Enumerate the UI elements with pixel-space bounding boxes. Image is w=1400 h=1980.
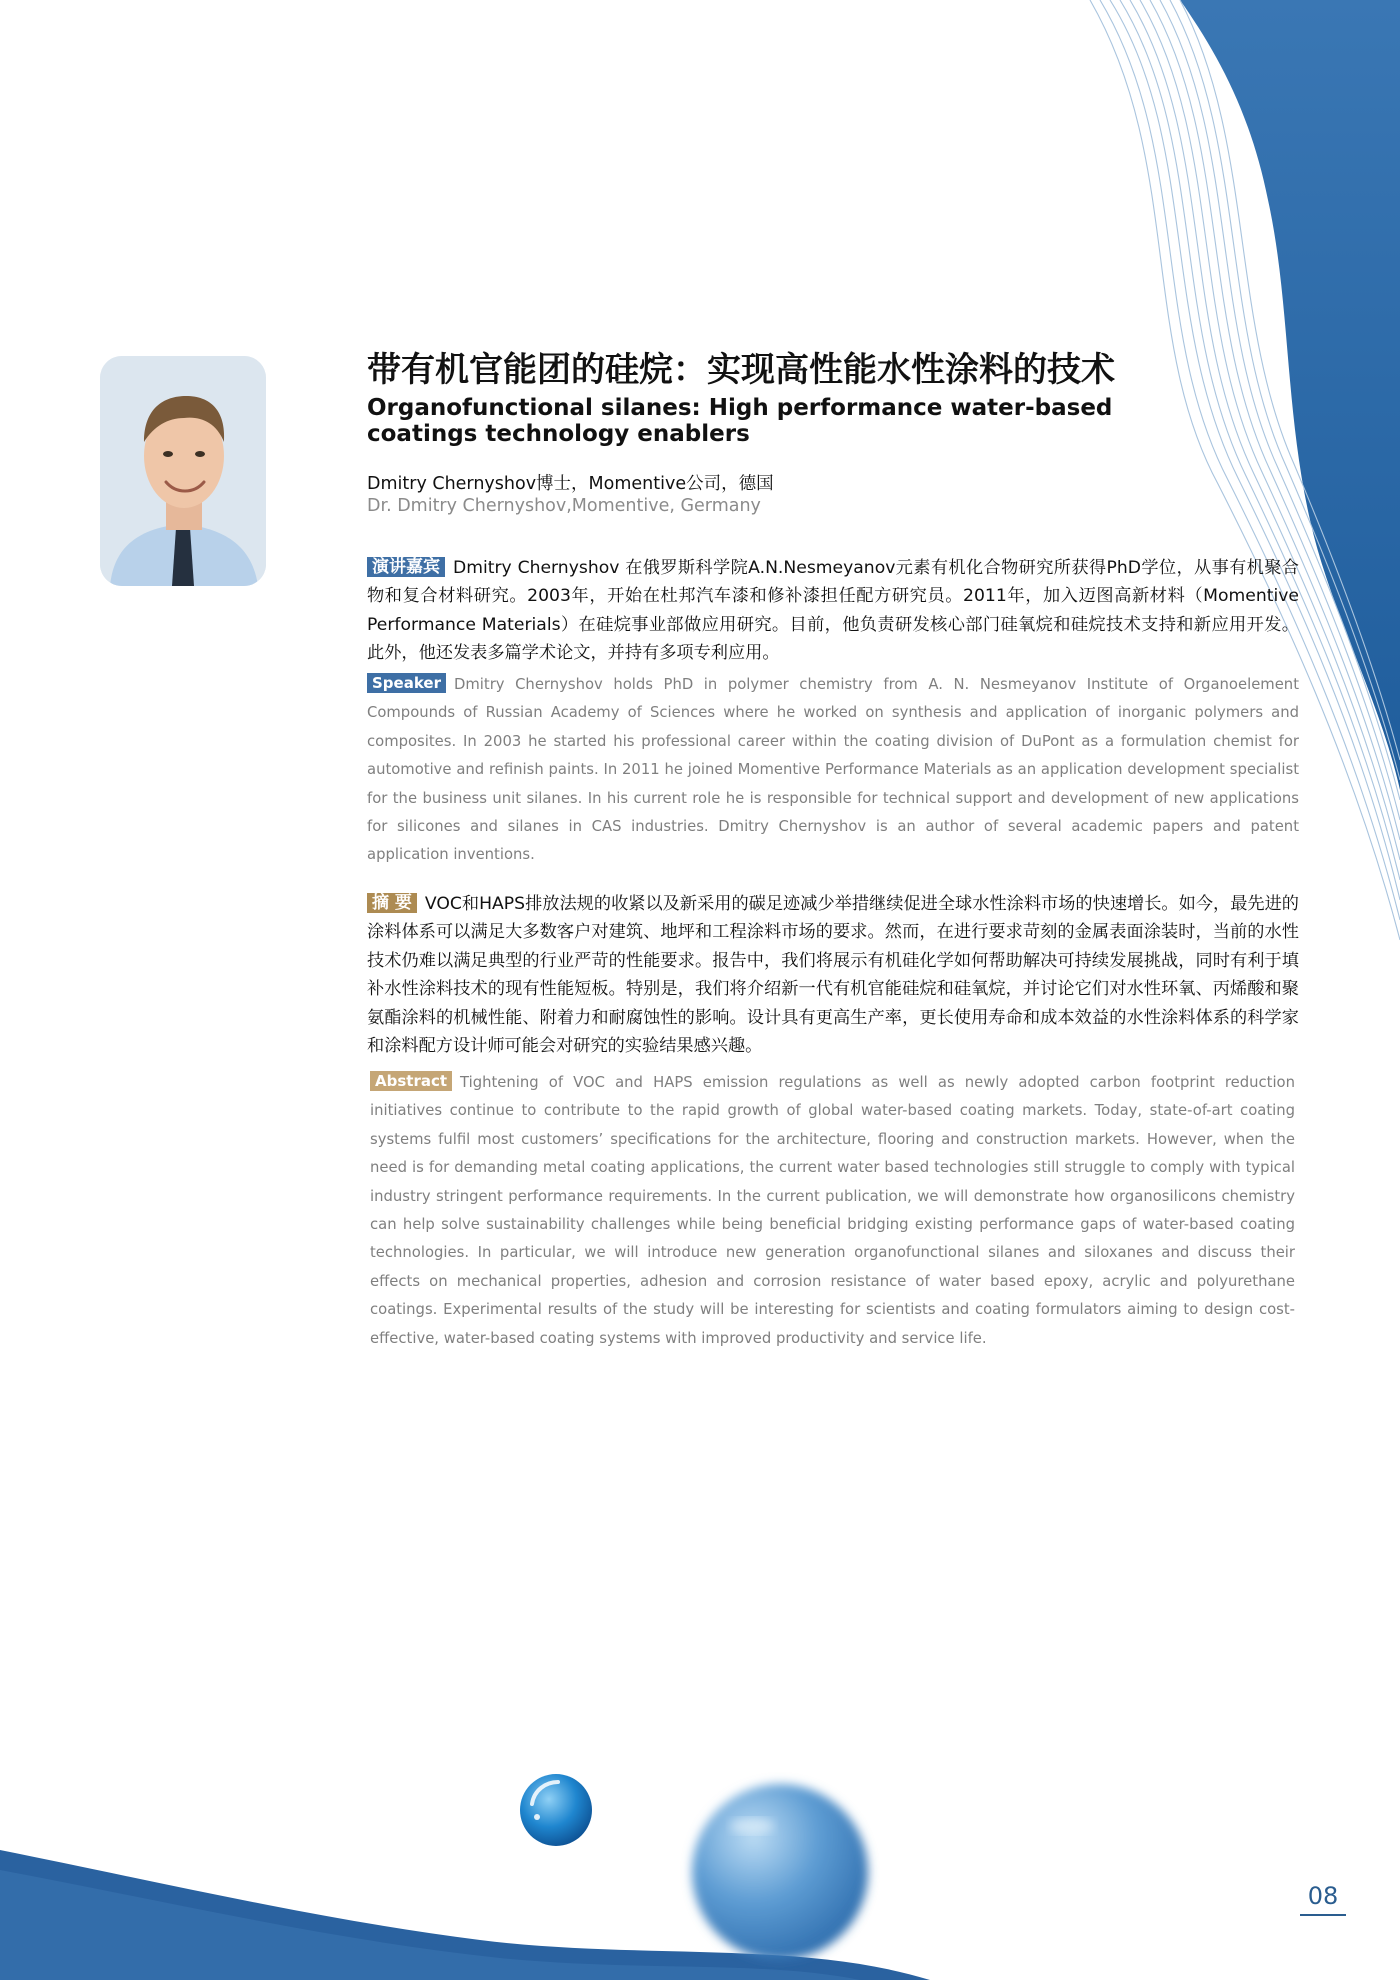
speaker-bio-english bbox=[367, 671, 1299, 870]
speaker-tag-chinese: 演讲嘉宾 bbox=[367, 557, 445, 577]
speaker-photo bbox=[100, 356, 266, 586]
abstract-tag-chinese: 摘 要 bbox=[367, 893, 417, 913]
speaker-name-english: Dr. Dmitry Chernyshov,Momentive, Germany bbox=[367, 496, 761, 516]
speaker-tag-english: Speaker bbox=[367, 673, 446, 693]
speaker-bio-chinese bbox=[367, 554, 1299, 668]
portrait-illustration bbox=[100, 356, 266, 586]
abstract-chinese-text: VOC和HAPS排放法规的收紧以及新采用的碳足迹减少举措继续促进全球水性涂料市场的快速增长。如今，最先进的涂料体系可以满足大多数客户对建筑、地坪和工程涂料市场的要求。然而，在进行要求苛刻的金属表面涂装时，当前的水性技术仍难以满足典型的行业严苛的性能要求。报告中，我们将展示有机硅化学如何帮助解决可持续发展挑战，同时有利于填补水性涂料技术的现有性能短板。特别是，我们将介绍新一代有机官能硅烷和硅氧烷，并讨论它们对水性环氧、丙烯酸和聚氨酯涂料的机械性能、附着力和耐腐蚀性的影响。设计具有更高生产率，更长使用寿命和成本效益的水性涂料体系的科学家和涂料配方设计师可能会对研究的实验结果感兴趣。 bbox=[367, 894, 1299, 1057]
abstract-english bbox=[370, 1069, 1295, 1353]
abstract-tag-english: Abstract bbox=[370, 1071, 452, 1091]
speaker-name-chinese: Dmitry Chernyshov博士，Momentive公司，德国 bbox=[367, 474, 774, 494]
small-bubble bbox=[520, 1774, 592, 1846]
title-chinese: 带有机官能团的硅烷：实现高性能水性涂料的技术 bbox=[367, 350, 1115, 390]
page-number: 08 bbox=[1307, 1882, 1339, 1910]
speaker-bio-english-text: Dmitry Chernyshov holds PhD in polymer chemistry from A. N. Nesmeyanov Institute of Organoelement Compounds of Russian Academy of Sciences where he worked on synthesis and application of inorganic polymers and composites. In 2003 he started his professional career within the coating division of DuPont as a formulation chemist for automotive and refinish paints. In 2011 he joined Momentive Performance Materials as an application development specialist for the business unit silanes. In his current role he is responsible for technical support and development of new applications for silicones and silanes in CAS industries. Dmitry Chernyshov is an author of several academic papers and patent application inventions. bbox=[367, 676, 1299, 864]
title-english: Organofunctional silanes: High performance water-based coatings technology enablers bbox=[367, 395, 1113, 447]
large-bubble bbox=[692, 1784, 868, 1960]
page-number-underline bbox=[1300, 1914, 1346, 1916]
speaker-bio-chinese-text: Dmitry Chernyshov 在俄罗斯科学院A.N.Nesmeyanov元素有机化合物研究所获得PhD学位，从事有机聚合物和复合材料研究。2003年，开始在杜邦汽车漆和修补漆担任配方研究员。2011年，加入迈图高新材料（Momentive Performance Materials）在硅烷事业部做应用研究。目前，他负责研发核心部门硅氧烷和硅烷技术支持和新应用开发。此外，他还发表多篇学术论文，并持有多项专利应用。 bbox=[367, 558, 1299, 664]
abstract-chinese bbox=[367, 890, 1299, 1060]
abstract-english-text: Tightening of VOC and HAPS emission regulations as well as newly adopted carbon footprint reduction initiatives continue to contribute to the rapid growth of global water-based coating markets. Today, state-of-art coating systems fulfil most customers’ specifications for the architecture, flooring and construction markets. However, when the need is for demanding metal coating applications, the current water based technologies still struggle to comply with typical industry stringent performance requirements. In the current publication, we will demonstrate how organosilicons chemistry can help solve sustainability challenges while being beneficial bridging existing performance gaps of water-based coating technologies. In particular, we will introduce new generation organofunctional silanes and siloxanes and discuss their effects on mechanical properties, adhesion and corrosion resistance of water based epoxy, acrylic and polyurethane coatings. Experimental results of the study will be interesting for scientists and coating formulators aiming to design cost-effective, water-based coating systems with improved productivity and service life. bbox=[370, 1074, 1295, 1347]
